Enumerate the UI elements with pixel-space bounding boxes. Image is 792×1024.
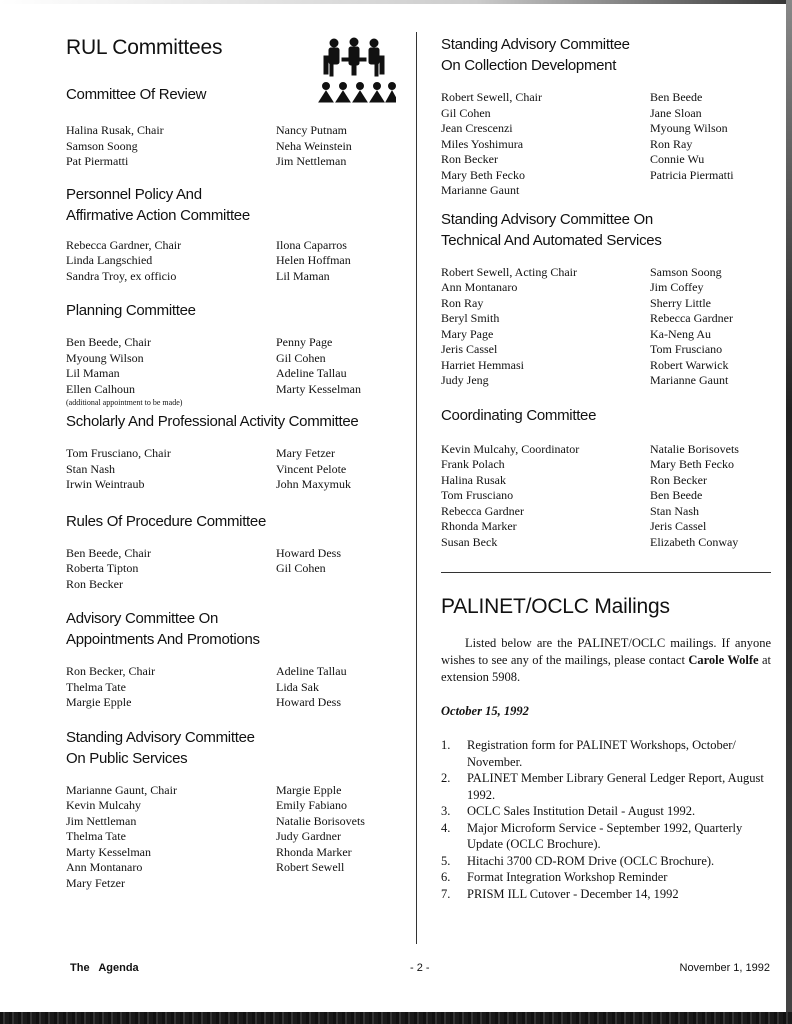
member-name: Myoung Wilson xyxy=(650,121,728,135)
member-name: Harriet Hemmasi xyxy=(441,357,524,372)
member-name: Ellen Calhoun xyxy=(66,381,135,396)
scan-edge-top xyxy=(0,0,792,4)
heading-line: Affirmative Action Committee xyxy=(66,206,250,224)
planning-col-1 xyxy=(66,335,276,397)
technical-col-2 xyxy=(650,265,771,389)
appointments-col-2 xyxy=(276,664,396,711)
member-name: Halina Rusak xyxy=(441,472,506,487)
intro-text: at extension 5908. xyxy=(441,653,771,684)
member-name: Samson Soong xyxy=(66,138,138,153)
member-name: Thelma Tate xyxy=(66,679,126,694)
heading-line: Standing Advisory Committee On xyxy=(441,210,653,228)
public-col-2 xyxy=(276,783,396,892)
member-name: Ron Becker xyxy=(441,152,498,166)
public-services-heading xyxy=(66,727,396,769)
member-name: Nancy Putnam xyxy=(276,123,347,137)
collection-col-1 xyxy=(441,90,650,199)
heading-line: Standing Advisory Committee xyxy=(441,36,630,53)
member-name: Robert Warwick xyxy=(650,357,729,372)
item-number: 3. xyxy=(441,804,451,818)
planning-heading: Planning Committee xyxy=(66,302,196,319)
member-name: Helen Hoffman xyxy=(276,253,351,267)
technical-members xyxy=(441,265,771,389)
member-name: Beryl Smith xyxy=(441,311,500,325)
member-name: Ben Beede xyxy=(650,488,703,502)
heading-line: On Collection Development xyxy=(441,57,617,74)
item-text: PALINET Member Library General Ledger Report, August 1992. xyxy=(467,771,764,802)
heading-line: Appointments And Promotions xyxy=(66,631,260,648)
member-name: Ron Becker, Chair xyxy=(66,664,156,678)
member-name: Judy Gardner xyxy=(276,829,341,843)
rules-col-1 xyxy=(66,546,276,593)
member-name: Jim Nettleman xyxy=(276,154,347,168)
review-heading: Committee Of Review xyxy=(66,86,207,103)
item-number: 1. xyxy=(441,738,451,752)
member-name: Gil Cohen xyxy=(276,350,326,365)
member-name: Rhonda Marker xyxy=(276,844,352,859)
palinet-title: PALINET/OCLC Mailings xyxy=(441,595,670,618)
member-name: Howard Dess xyxy=(276,695,341,709)
member-name: Jim Nettleman xyxy=(66,813,137,828)
publication-name: The Agenda xyxy=(70,962,139,974)
personnel-col-2 xyxy=(276,238,396,285)
list-item xyxy=(441,770,771,803)
list-item xyxy=(441,737,771,770)
public-services-members xyxy=(66,783,396,892)
member-name: Margie Epple xyxy=(66,695,132,709)
review-members xyxy=(66,123,396,170)
member-name: Jeris Cassel xyxy=(650,519,707,533)
personnel-members xyxy=(66,238,396,285)
member-name: Robert Sewell, Chair xyxy=(441,90,542,104)
member-name: Mary Fetzer xyxy=(276,446,335,460)
item-text: Format Integration Workshop Reminder xyxy=(467,870,668,884)
list-item xyxy=(441,869,771,886)
coordinating-col-2 xyxy=(650,442,771,551)
member-name: Adeline Tallau xyxy=(276,366,347,380)
member-name: Robert Sewell xyxy=(276,860,345,874)
member-name: John Maxymuk xyxy=(276,477,351,491)
personnel-col-1 xyxy=(66,238,276,285)
member-name: Lil Maman xyxy=(66,366,120,380)
item-text: Registration form for PALINET Workshops, October/ November. xyxy=(467,738,736,769)
member-name: Mary Fetzer xyxy=(66,875,125,890)
member-name: Mary Beth Fecko xyxy=(650,457,734,471)
list-item xyxy=(441,820,771,853)
member-name: Ron Ray xyxy=(650,136,693,151)
member-name: Penny Page xyxy=(276,335,333,349)
member-name: Tom Frusciano, Chair xyxy=(66,446,171,460)
technical-heading xyxy=(441,209,771,251)
member-name: Stan Nash xyxy=(650,503,699,518)
review-col-1 xyxy=(66,123,276,170)
review-col-2 xyxy=(276,123,396,170)
page-title: RUL Committees xyxy=(66,36,223,59)
appointments-col-1 xyxy=(66,664,276,711)
appointments-heading xyxy=(66,608,396,650)
member-name: Natalie Borisovets xyxy=(650,441,739,456)
personnel-heading xyxy=(66,184,396,226)
column-divider xyxy=(416,32,417,944)
right-column xyxy=(441,32,771,902)
rules-heading: Rules Of Procedure Committee xyxy=(66,512,267,530)
left-column xyxy=(66,32,396,891)
public-col-1 xyxy=(66,783,276,892)
member-name: Linda Langschied xyxy=(66,253,153,267)
member-name: Samson Soong xyxy=(650,264,722,279)
member-name: Ron Ray xyxy=(441,295,484,310)
page-number: - 2 - xyxy=(410,962,430,974)
heading-line: Standing Advisory Committee xyxy=(66,728,255,746)
member-name: Tom Frusciano xyxy=(441,488,514,502)
member-name: Marianne Gaunt xyxy=(441,183,520,197)
item-text: Hitachi 3700 CD-ROM Drive (OCLC Brochure). xyxy=(467,853,715,868)
member-name: Irwin Weintraub xyxy=(66,477,145,491)
list-item xyxy=(441,853,771,870)
page-footer xyxy=(70,962,770,978)
member-name: Lil Maman xyxy=(276,268,330,283)
mailing-date: October 15, 1992 xyxy=(441,704,529,718)
member-name: Halina Rusak, Chair xyxy=(66,123,164,137)
member-name: Robert Sewell, Acting Chair xyxy=(441,264,577,279)
scholarly-col-2 xyxy=(276,446,396,493)
contact-name: Carole Wolfe xyxy=(688,653,759,667)
planning-members xyxy=(66,335,396,397)
member-name: Gil Cohen xyxy=(276,561,326,575)
member-name: Sandra Troy, ex officio xyxy=(66,268,177,283)
member-name: Marianne Gaunt, Chair xyxy=(66,782,177,797)
member-name: Jean Crescenzi xyxy=(441,121,513,135)
item-number: 5. xyxy=(441,853,451,868)
coordinating-heading: Coordinating Committee xyxy=(441,406,597,424)
scholarly-heading: Scholarly And Professional Activity Committee xyxy=(66,413,359,430)
technical-col-1 xyxy=(441,265,650,389)
member-name: Jeris Cassel xyxy=(441,342,498,356)
collection-members xyxy=(441,90,771,199)
member-name: Rebecca Gardner xyxy=(441,503,524,518)
member-name: Judy Jeng xyxy=(441,373,489,387)
member-name: Ben Beede, Chair xyxy=(66,545,151,560)
member-name: Mary Beth Fecko xyxy=(441,167,525,182)
member-name: Gil Cohen xyxy=(441,105,491,120)
coordinating-members xyxy=(441,442,771,551)
member-name: Patricia Piermatti xyxy=(650,167,734,182)
member-name: Sherry Little xyxy=(650,295,711,310)
member-name: Jane Sloan xyxy=(650,105,702,120)
item-text: PRISM ILL Cutover - December 14, 1992 xyxy=(467,886,679,901)
member-name: Ron Becker xyxy=(66,576,123,591)
rules-members xyxy=(66,546,396,593)
member-name: Lida Sak xyxy=(276,679,319,694)
item-number: 6. xyxy=(441,870,451,884)
heading-line: Personnel Policy And xyxy=(66,185,202,203)
planning-note: (additional appointment to be made) xyxy=(66,398,183,407)
member-name: Miles Yoshimura xyxy=(441,136,524,151)
scholarly-members xyxy=(66,446,396,493)
member-name: Natalie Borisovets xyxy=(276,813,365,828)
member-name: Ann Montanaro xyxy=(441,280,518,294)
member-name: Rebecca Gardner, Chair xyxy=(66,237,182,252)
item-number: 2. xyxy=(441,771,451,785)
heading-line: On Public Services xyxy=(66,749,188,767)
member-name: Rebecca Gardner xyxy=(650,311,733,325)
member-name: Elizabeth Conway xyxy=(650,534,739,549)
member-name: Stan Nash xyxy=(66,461,115,476)
member-name: Ben Beede xyxy=(650,90,703,104)
member-name: Tom Frusciano xyxy=(650,342,723,356)
member-name: Adeline Tallau xyxy=(276,664,347,678)
list-item xyxy=(441,886,771,903)
member-name: Ben Beede, Chair xyxy=(66,335,151,349)
item-text: Major Microform Service - September 1992, Quarterly Update (OCLC Brochure). xyxy=(467,820,743,851)
member-name: Kevin Mulcahy xyxy=(66,798,141,812)
collection-col-2 xyxy=(650,90,771,199)
scholarly-col-1 xyxy=(66,446,276,493)
intro-text: Listed below are the PALINET/OCLC mailings. If anyone wishes to see any of the mailings, please contact xyxy=(441,636,771,667)
member-name: Myoung Wilson xyxy=(66,350,144,365)
member-name: Pat Piermatti xyxy=(66,154,129,168)
member-name: Kevin Mulcahy, Coordinator xyxy=(441,441,580,456)
member-name: Thelma Tate xyxy=(66,829,126,843)
list-item xyxy=(441,803,771,820)
member-name: Roberta Tipton xyxy=(66,561,139,575)
item-text: OCLC Sales Institution Detail - August 1992. xyxy=(467,804,696,818)
coordinating-col-1 xyxy=(441,442,650,551)
scan-edge-right xyxy=(786,0,792,1024)
member-name: Jim Coffey xyxy=(650,280,704,294)
member-name: Susan Beck xyxy=(441,534,498,549)
member-name: Marty Kesselman xyxy=(66,844,151,859)
member-name: Ron Becker xyxy=(650,472,707,487)
member-name: Rhonda Marker xyxy=(441,519,517,533)
member-name: Marianne Gaunt xyxy=(650,373,729,387)
heading-line: Technical And Automated Services xyxy=(441,231,662,249)
member-name: Margie Epple xyxy=(276,782,342,797)
item-number: 4. xyxy=(441,820,451,835)
member-name: Ka-Neng Au xyxy=(650,326,711,341)
member-name: Howard Dess xyxy=(276,545,341,560)
mailings-list xyxy=(441,737,771,902)
member-name: Mary Page xyxy=(441,326,494,341)
member-name: Neha Weinstein xyxy=(276,138,352,153)
section-rule xyxy=(441,572,771,573)
member-name: Ilona Caparros xyxy=(276,237,347,252)
heading-line: Advisory Committee On xyxy=(66,610,219,627)
planning-col-2 xyxy=(276,335,396,397)
member-name: Ann Montanaro xyxy=(66,860,143,874)
member-name: Connie Wu xyxy=(650,152,705,166)
scan-edge-bottom xyxy=(0,1012,792,1024)
palinet-intro xyxy=(441,635,771,686)
rules-col-2 xyxy=(276,546,396,593)
member-name: Emily Fabiano xyxy=(276,798,347,812)
item-number: 7. xyxy=(441,886,451,901)
appointments-members xyxy=(66,664,396,711)
member-name: Vincent Pelote xyxy=(276,461,347,476)
collection-heading xyxy=(441,34,771,76)
member-name: Marty Kesselman xyxy=(276,381,361,396)
issue-date: November 1, 1992 xyxy=(679,962,770,974)
member-name: Frank Polach xyxy=(441,457,505,471)
